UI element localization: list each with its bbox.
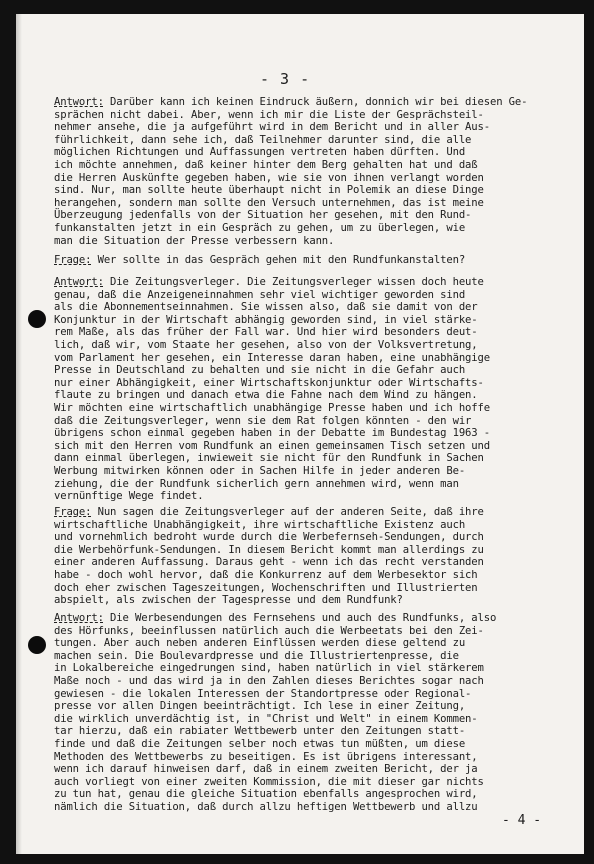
- page-number: - 3 -: [260, 70, 311, 88]
- block-label: Frage:: [54, 254, 92, 266]
- block-text: Nun sagen die Zeitungsverleger auf der anderen Seite, daß ihre wirtschaftliche Unabhängigkeit, ihre wirtschaftliche Existenz auch und vornehmlich bedroht wurde durch die Werbefernseh-Sendungen, durch die Werbehörfunk-Sendungen. In diesem Bericht kommt man allerdings zu einer anderen Auffassung. Daraus geht - wenn ich das recht verstanden habe - doch wohl hervor, daß die Konkurrenz auf dem Werbesektor sich doch eher zwischen Tageszeitungen, Wochenschriften und Illustrierten abspielt, als zwischen der Tagespresse und dem Rundfunk?: [54, 506, 484, 607]
- document-page: [16, 14, 584, 854]
- question-block: [54, 254, 580, 267]
- block-text: Die Zeitungsverleger. Die Zeitungsverleger wissen doch heute genau, daß die Anzeigeneinnahmen sehr viel wichtiger geworden sind als die Abonnementseinnahmen. Sie wissen also, daß sie damit von der Konjunktur in der Wirtschaft abhängig geworden sind, in viel stärke- rem Maße, als das früher der Fall war. Und hier wird besonders deut- lich, daß wir, vom Staate her gesehen, also von der Volksvertretung, vom Parlament her gesehen, ein Interesse daran haben, eine unabhängige Presse in Deutschland zu behalten und sie nicht in die Gefahr auch nur einer Abhängigkeit, einer Wirtschaftskonjunktur oder Wirtschafts- flaute zu bringen und danach etwa die Fahne nach dem Wind zu hängen. Wir möchten eine wirtschaftlich unabhängige Presse haben und ich hoffe daß die Zeitungsverleger, wenn sie dem Rat folgen könnten - den wir übrigens schon einmal gegeben haben in der Debatte im Bundestag 1963 - sich mit den Herren vom Rundfunk an einen gemeinsamen Tisch setzen und dann einmal überlegen, inwieweit sie nicht für den Rundfunk in Sachen Werbung mitwirken können oder in Sachen Hilfe in jeder anderen Be- ziehung, die der Rundfunk sicherlich gern annehmen wird, wenn man vernünftige Wege findet.: [54, 276, 490, 503]
- next-page-number: - 4 -: [502, 813, 542, 828]
- block-label: Antwort:: [54, 276, 104, 288]
- answer-block: [54, 612, 580, 814]
- punch-hole: [28, 310, 46, 328]
- block-text: Die Werbesendungen des Fernsehens und auch des Rundfunks, also des Hörfunks, beeinflussen natürlich auch die Werbeetats bei den Zei- tungen. Aber auch neben anderen Einflüssen werden diese geltend zu machen sein. Die Boulevardpresse und die Illustriertenpresse, die in Lokalbereiche eingedrungen sind, haben natürlich in viel stärkerem Maße noch - und das wird ja in den Zahlen dieses Berichtes sogar nach gewiesen - die lokalen Interessen der Standortpresse oder Regional- presse vor allen Dingen beeinträchtigt. Ich lese in einer Zeitung, die wirklich unverdächtig ist, in "Christ und Welt" in einem Kommen- tar hierzu, daß ein rabiater Wettbewerb unter den Zeitungen statt- finde und daß die Zeitungen selber noch etwas tun müßten, um diese Methoden des Wettbewerbs zu beseitigen. Es ist übrigens interessant, wenn ich darauf hinweisen darf, daß in einem zweiten Bericht, der ja auch vorliegt von einer zweiten Kommission, die mit dieser gar nichts zu tun hat, genau die gleiche Situation ebenfalls angesprochen wird, nämlich die Situation, daß durch allzu heftigen Wettbewerb und allzu: [54, 612, 497, 813]
- punch-hole: [28, 636, 46, 654]
- block-text: Wer sollte in das Gespräch gehen mit den Rundfunkanstalten?: [91, 254, 466, 266]
- block-label: Antwort:: [54, 96, 104, 108]
- question-block: [54, 506, 580, 607]
- page-edge-shadow: [16, 14, 22, 854]
- block-label: Antwort:: [54, 612, 104, 624]
- answer-block: [54, 96, 580, 247]
- block-text: Darüber kann ich keinen Eindruck äußern, donnich wir bei diesen Ge- sprächen nicht dabei. Aber, wenn ich mir die Liste der Gesprächsteil- nehmer ansehe, die ja aufgeführt wird in dem Bericht und in aller Aus- führlichkeit, dann sehe ich, daß Teilnehmer darunter sind, die alle möglichen Richtungen und Auffassungen vertreten haben dürften. Und ich möchte annehmen, daß keiner hinter dem Berg gehalten hat und daß die Herren Auskünfte gegeben haben, wie sie von ihnen verlangt worden sind. Nur, man sollte heute überhaupt nicht in Polemik an diese Dinge herangehen, sondern man sollte den Versuch unternehmen, das ist meine Überzeugung jedenfalls von der Situation her gesehen, mit den Rund- funkanstalten jetzt in ein Gespräch zu gehen, um zu überlegen, wie man die Situation der Presse verbessern kann.: [54, 96, 528, 247]
- block-label: Frage:: [54, 506, 92, 518]
- answer-block: [54, 276, 580, 503]
